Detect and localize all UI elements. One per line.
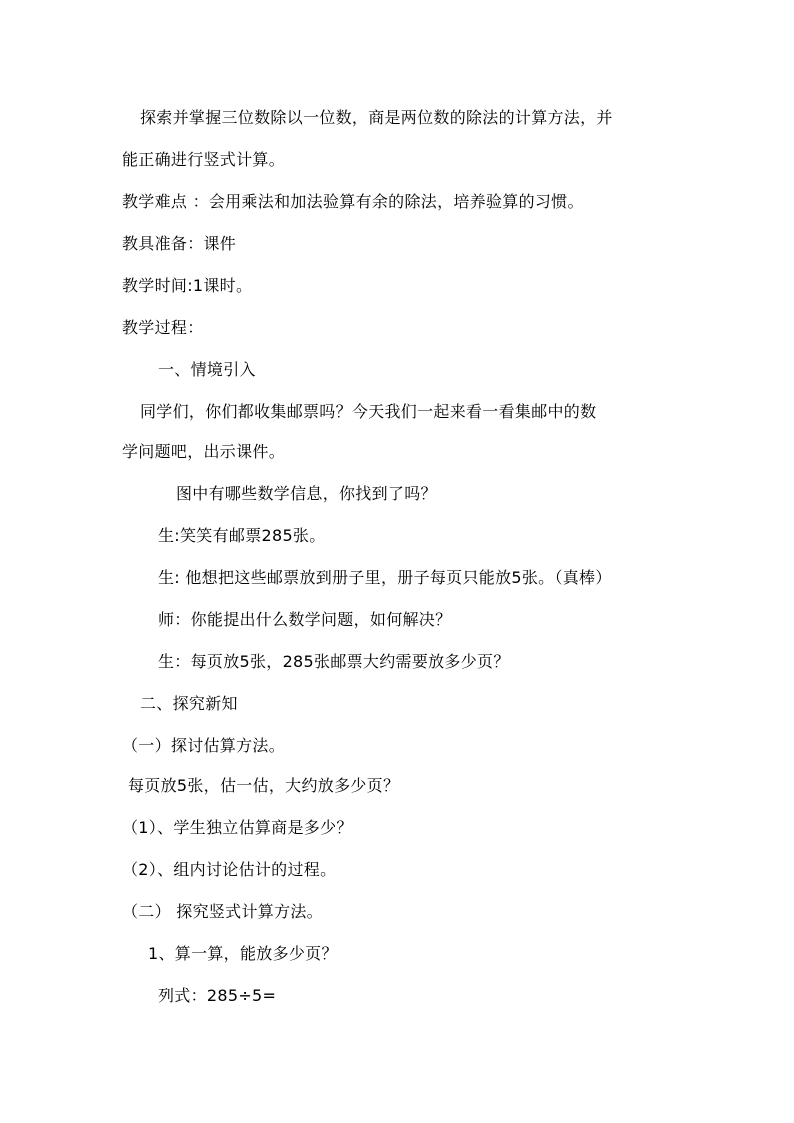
section-heading-explore: 二、探究新知 [140, 694, 238, 713]
teacher-question: 师：你能提出什么数学问题，如何解决？ [158, 610, 452, 629]
student-answer-3: 生：每页放5张，285张邮票大约需要放多少页？ [158, 652, 510, 671]
intro-paragraph-line-1: 同学们，你们都收集邮票吗？今天我们一起来看一看集邮中的数 [140, 402, 597, 421]
estimate-question: 每页放5张，估一估，大约放多少页？ [128, 776, 400, 795]
student-answer-1: 生:笑笑有邮票285张。 [158, 526, 326, 545]
student-answer-2: 生: 他想把这些邮票放到册子里，册子每页只能放5张。（真棒） [158, 568, 612, 587]
section-heading-intro: 一、情境引入 [158, 360, 256, 379]
objective-line-1: 探索并掌握三位数除以一位数，商是两位数的除法的计算方法，并 [140, 108, 613, 127]
intro-paragraph-line-2: 学问题吧，出示课件。 [122, 442, 286, 461]
objective-line-2: 能正确进行竖式计算。 [122, 150, 286, 169]
teaching-difficulty: 教学难点 ：会用乘法和加法验算有余的除法，培养验算的习惯。 [122, 192, 584, 211]
question-line: 图中有哪些数学信息，你找到了吗？ [176, 484, 437, 503]
step-2: （2）、组内讨论估计的过程。 [122, 860, 337, 879]
subsection-heading-1: （一）探讨估算方法。 [122, 736, 286, 755]
subsection-heading-2: （二） 探究竖式计算方法。 [122, 902, 323, 921]
teaching-materials: 教具准备：课件 [122, 234, 237, 253]
step-1: （1）、学生独立估算商是多少？ [122, 818, 353, 837]
teaching-time: 教学时间:1课时。 [122, 276, 253, 295]
teaching-process-heading: 教学过程： [122, 318, 204, 337]
calc-question: 1、算一算，能放多少页？ [148, 944, 338, 963]
formula-line: 列式：285÷5= [158, 986, 277, 1005]
